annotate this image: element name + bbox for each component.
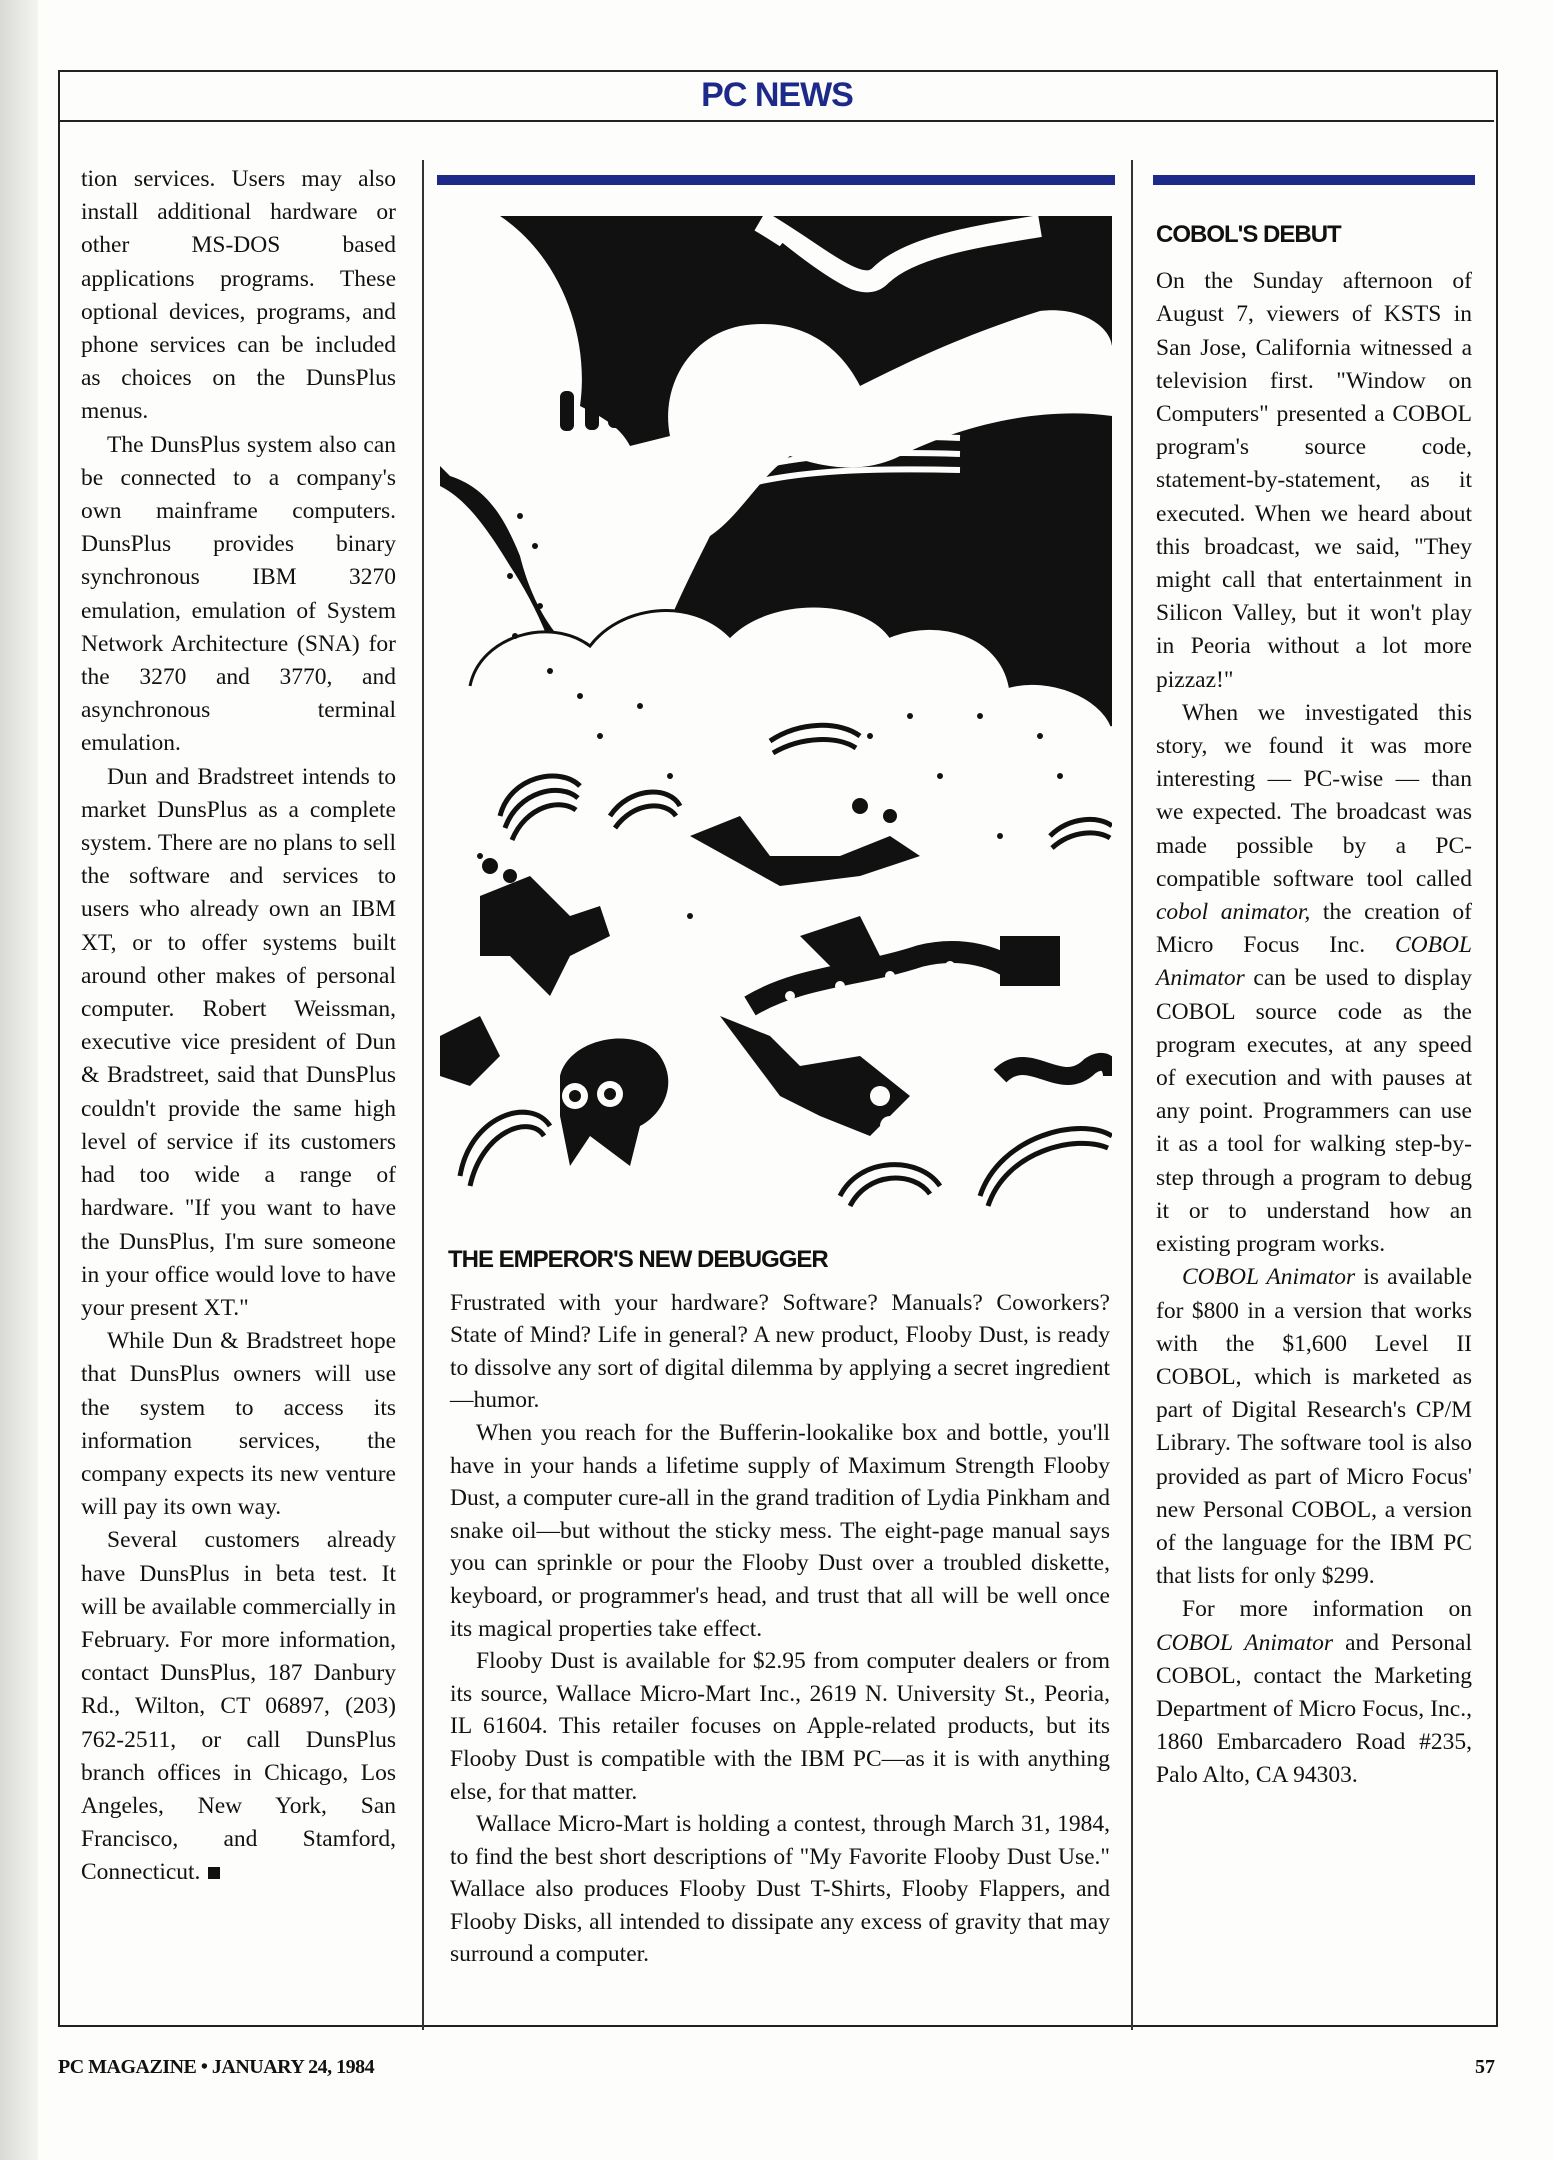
section-header [60, 72, 1494, 122]
col1-paragraph: While Dun & Bradstreet hope that DunsPlus owners will use the system to access its information services, the company expects its new venture will pay its own way. [81, 1328, 396, 1521]
col3-text: the creation of Micro Focus Inc. [1156, 899, 1472, 959]
col2-paragraph: When you reach for the Bufferin-lookalike box and bottle, you'll have in your hands a lifetime supply of Maximum Strength Flooby Dust, a computer cure-all in the grand tradition of Lydia Pinkham and snake oil—but without the sticky mess. The eight-page manual says you can sprinkle or pour the Flooby Dust over a troubled diskette, keyboard, or programmer's head, and trust that all will be well once its magical properties take effect. [450, 1419, 1110, 1642]
col3-text: is available for $800 in a version that works with the $1,600 Level II COBOL, which is marketed as part of Digital Research's CP/M Library. The software tool is also provided as part of Micro Focus' new Personal COBOL, a version of the language for the IBM PC that lists for only $299. [1156, 1264, 1472, 1590]
column-1 [81, 163, 396, 1890]
col3-text: When we investigated this story, we found it was more interesting — PC-wise — than we expected. The broadcast was made possible by a PC-compatible software tool called [1156, 699, 1472, 892]
col1-paragraph-text: Several customers already have DunsPlus in beta test. It will be available commercially in February. For more information, contact DunsPlus, 187 Danbury Rd., Wilton, CT 06897, (203) 762-2511, or call DunsPlus branch offices in Chicago, Los Angeles, New York, San Francisco, and Stamford, Connecticut. [81, 1527, 396, 1886]
article-headline-cobol: COBOL'S DEBUT [1156, 221, 1341, 248]
col3-italic-text: COBOL Animator [1156, 1629, 1334, 1656]
col3-text: For more information on [1182, 1596, 1472, 1623]
col3-italic-text: cobol animator, [1156, 899, 1311, 926]
col1-paragraph: tion services. Users may also install additional hardware or other MS-DOS based applications programs. These optional devices, programs, and phone services can be included as choices on the DunsPlus menus. [81, 166, 396, 425]
scan-edge-shadow [0, 0, 38, 2160]
section-title: PC NEWS [701, 76, 853, 114]
col3-paragraph: On the Sunday afternoon of August 7, viewers of KSTS in San Jose, California witnessed a television first. "Window on Computers" presented a COBOL program's source code, statement-by-statement, as it executed. When we heard about this broadcast, we said, "They might call that entertainment in Silicon Valley, but it won't play in Peoria without a lot more pizzaz!" [1156, 268, 1472, 693]
col3-italic-text: COBOL Animator [1156, 932, 1472, 992]
column-2-accent-bar [437, 175, 1115, 185]
col3-paragraph [1156, 697, 1472, 1261]
column-divider-2 [1131, 160, 1133, 2030]
article-headline-debugger: THE EMPEROR'S NEW DEBUGGER [448, 1246, 828, 1273]
col3-text: and Personal COBOL, contact the Marketing Department of Micro Focus, Inc., 1860 Embarcadero Road #235, Palo Alto, CA 94303. [1156, 1629, 1472, 1789]
col3-text: can be used to display COBOL source code as the program executes, at any speed of execution and with pauses at any point. Programmers can use it as a tool for walking step-by-step through a program to debug it or to understand how an existing program works. [1156, 965, 1472, 1258]
col1-paragraph: Dun and Bradstreet intends to market DunsPlus as a complete system. There are no plans to sell the software and services to users who already own an IBM XT, or to offer systems built around other makes of personal computer. Robert Weissman, executive vice president of Dun & Bradstreet, said that DunsPlus couldn't provide the same high level of service if its customers had too wide a range of hardware. "If you want to have the DunsPlus, I'm sure someone in your office would love to have your present XT." [81, 763, 396, 1321]
column-3 [1156, 218, 1472, 1793]
col1-paragraph-last [81, 1524, 396, 1889]
footer-publication-date: PC MAGAZINE • JANUARY 24, 1984 [58, 2056, 375, 2078]
col2-paragraph: Frustrated with your hardware? Software? Manuals? Coworkers? State of Mind? Life in general? A new product, Flooby Dust, is ready to dissolve any sort of digital dilemma by applying a secret ingredient—humor. [450, 1289, 1110, 1414]
column-3-accent-bar [1153, 175, 1475, 185]
col3-paragraph [1156, 1261, 1472, 1593]
end-mark-icon [208, 1867, 220, 1879]
page-number: 57 [1475, 2056, 1495, 2078]
col1-paragraph: The DunsPlus system also can be connected to a company's own mainframe computers. DunsPlus provides binary synchronous IBM 3270 emulation, emulation of System Network Architecture (SNA) for the 3270 and 3770, and asynchronous terminal emulation. [81, 431, 396, 757]
col2-paragraph: Flooby Dust is available for $2.95 from computer dealers or from its source, Wallace Micro-Mart Inc., 2619 N. University St., Peoria, IL 61604. This retailer focuses on Apple-related products, but its Flooby Dust is compatible with the IBM PC—as it is with anything else, for that matter. [450, 1648, 1110, 1805]
col3-italic-text: COBOL Animator [1182, 1264, 1356, 1291]
col2-paragraph: Wallace Micro-Mart is holding a contest, through March 31, 1984, to find the best short descriptions of "My Favorite Flooby Dust Use." Wallace also produces Flooby Dust T-Shirts, Flooby Flappers, and Flooby Disks, all intended to dissipate any excess of gravity that may surround a computer. [450, 1811, 1110, 1968]
column-2 [450, 1244, 1110, 1971]
column-divider-1 [422, 160, 424, 2030]
col3-paragraph [1156, 1593, 1472, 1792]
flooby-dust-illustration [440, 216, 1112, 1220]
